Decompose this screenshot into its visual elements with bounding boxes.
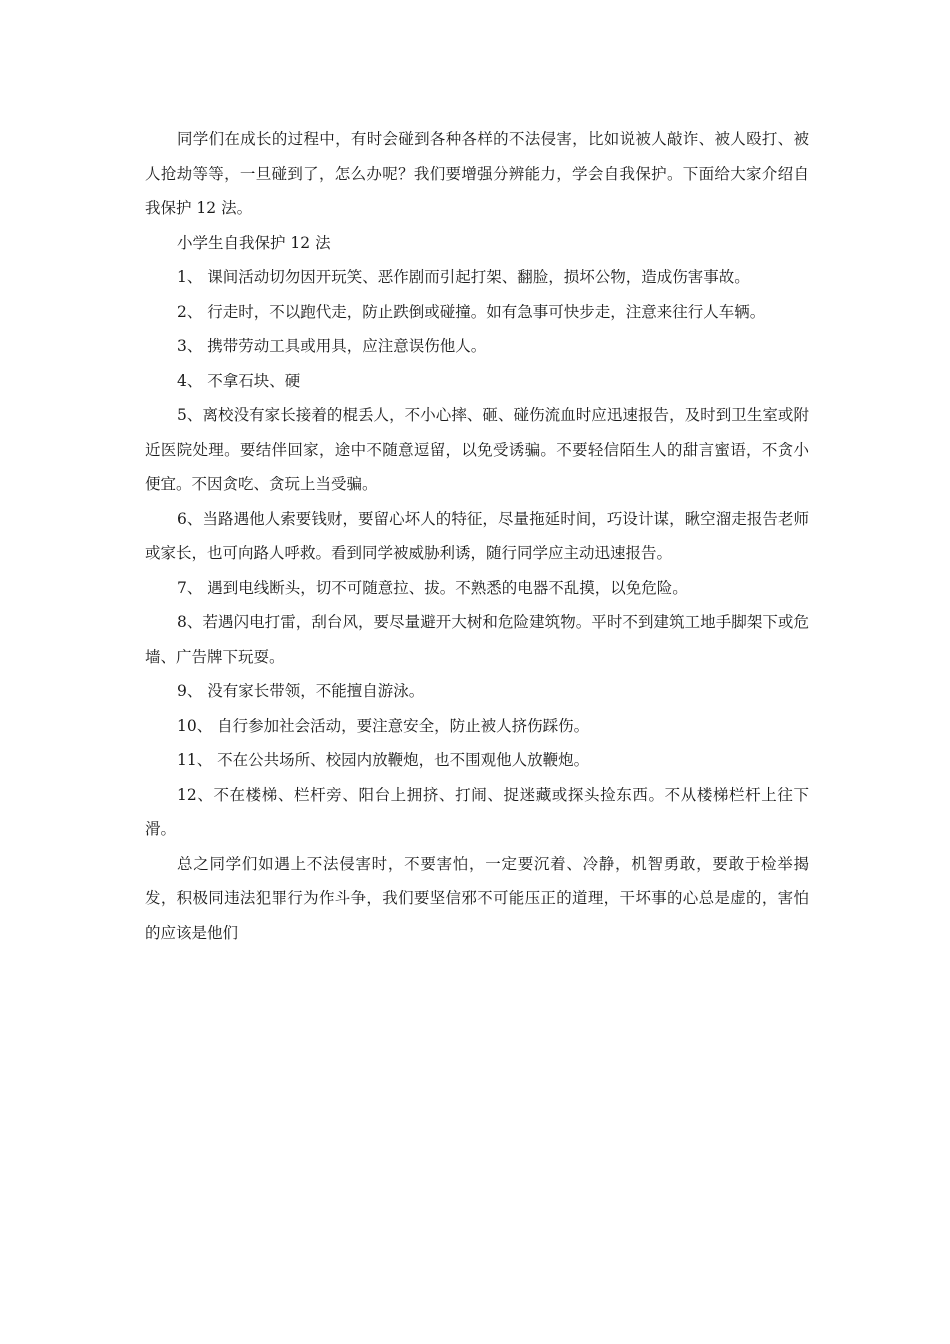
rule-item-10: 10、 自行参加社会活动，要注意安全，防止被人挤伤踩伤。 <box>177 716 590 735</box>
rule-item-11: 11、 不在公共场所、校园内放鞭炮，也不围观他人放鞭炮。 <box>177 751 590 769</box>
rule-item-3: 3、 携带劳动工具或用具，应注意误伤他人。 <box>177 337 487 355</box>
rule-item-8: 8、若遇闪电打雷，刮台风，要尽量避开大树和危险建筑物。平时不到建筑工地手脚架下或危墙、广告牌下玩耍。 <box>145 613 809 666</box>
intro-paragraph: 同学们在成长的过程中，有时会碰到各种各样的不法侵害，比如说被人敲诈、被人殴打、被人抢劫等等，一旦碰到了，怎么办呢？我们要增强分辨能力，学会自我保护。下面给大家介绍自我保护 12 法。 <box>145 130 809 217</box>
rule-item-2: 2、 行走时，不以跑代走，防止跌倒或碰撞。如有急事可快步走，注意来往行人车辆。 <box>177 302 766 321</box>
rule-item-5: 5、离校没有家长接着的棍丢人，不小心摔、砸、碰伤流血时应迅速报告，及时到卫生室或附近医院处理。要结伴回家，途中不随意逗留，以免受诱骗。不要轻信陌生人的甜言蜜语，不贪小便宜。不因贪吃、贪玩上当受骗。 <box>145 406 809 493</box>
conclusion-paragraph: 总之同学们如遇上不法侵害时，不要害怕，一定要沉着、冷静，机智勇敢，要敢于检举揭发，积极同违法犯罪行为作斗争，我们要坚信邪不可能压正的道理，干坏事的心总是虚的，害怕的应该是他们 <box>145 854 809 942</box>
rule-item-12: 12、不在楼梯、栏杆旁、阳台上拥挤、打闹、捉迷藏或探头捡东西。不从楼梯栏杆上往下滑。 <box>145 785 809 838</box>
rule-item-1: 1、 课间活动切勿因开玩笑、恶作剧而引起打架、翻脸，损坏公物，造成伤害事故。 <box>177 268 750 286</box>
rule-item-6: 6、当路遇他人索要钱财，要留心坏人的特征，尽量拖延时间，巧设计谋，瞅空溜走报告老师或家长，也可向路人呼救。看到同学被威胁利诱，随行同学应主动迅速报告。 <box>145 509 809 562</box>
rule-item-7: 7、 遇到电线断头，切不可随意拉、拔。不熟悉的电器不乱摸，以免危险。 <box>177 578 688 597</box>
rule-item-9: 9、 没有家长带领，不能擅自游泳。 <box>177 682 425 700</box>
document-body <box>145 122 809 950</box>
rule-item-4: 4、 不拿石块、硬 <box>177 371 301 390</box>
section-heading: 小学生自我保护 12 法 <box>177 233 331 252</box>
